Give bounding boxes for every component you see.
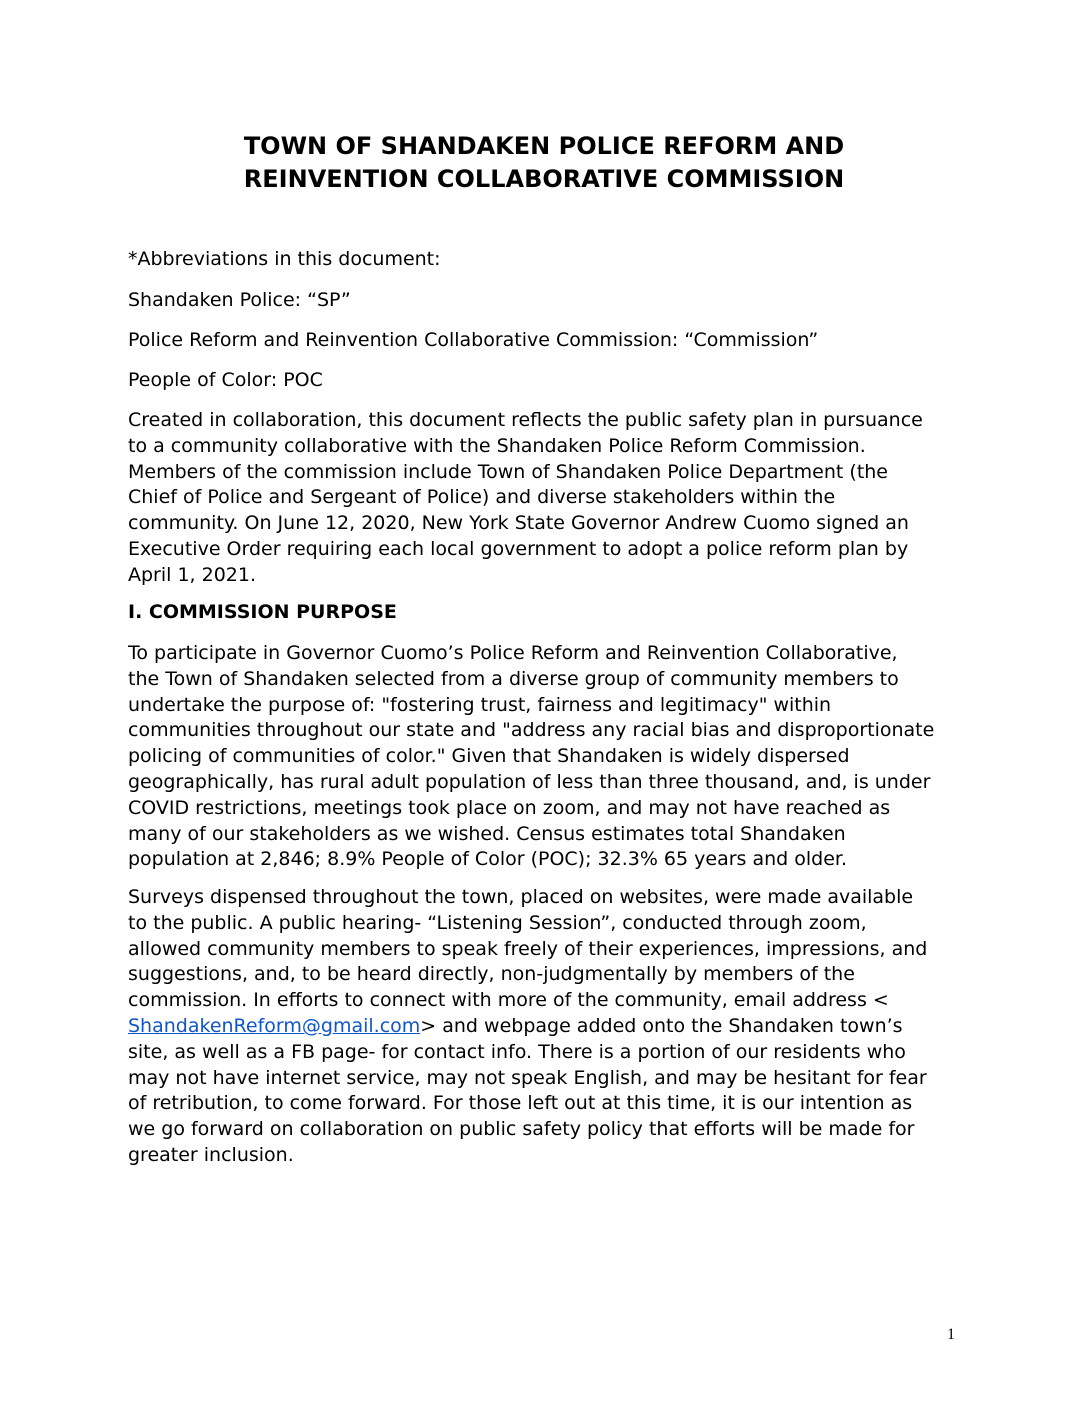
document-title-line-2: REINVENTION COLLABORATIVE COMMISSION — [243, 165, 845, 193]
purpose-paragraph-1 — [128, 641, 968, 873]
paragraph-line-with-link — [128, 1014, 968, 1040]
document-title-line-1: TOWN OF SHANDAKEN POLICE REFORM AND — [243, 132, 845, 160]
paragraph-line: commission. In efforts to connect with more of the community, email address < — [128, 989, 889, 1012]
abbreviation-commission: Police Reform and Reinvention Collaborative Commission: “Commission” — [128, 329, 819, 351]
paragraph-line: policing of communities of color." Given that Shandaken is widely dispersed — [128, 745, 850, 768]
paragraph-line: Surveys dispensed throughout the town, placed on websites, were made available — [128, 886, 914, 908]
paragraph-line: April 1, 2021. — [128, 563, 257, 586]
paragraph-line: undertake the purpose of: "fostering trust, fairness and legitimacy" within — [128, 693, 832, 716]
section-heading-commission-purpose: I. COMMISSION PURPOSE — [128, 601, 397, 623]
paragraph-line: Executive Order requiring each local government to adopt a police reform plan by — [128, 537, 909, 560]
paragraph-line: to a community collaborative with the Shandaken Police Reform Commission. — [128, 434, 866, 457]
paragraph-line: to the public. A public hearing- “Listening Session”, conducted through zoom, — [128, 911, 867, 934]
email-link[interactable]: ShandakenReform@gmail.com — [128, 1014, 421, 1037]
purpose-paragraph-2 — [128, 885, 968, 1169]
paragraph-line: the Town of Shandaken selected from a diverse group of community members to — [128, 667, 899, 690]
paragraph-line: may not have internet service, may not speak English, and may be hesitant for fear — [128, 1066, 927, 1089]
abbreviations-intro: *Abbreviations in this document: — [128, 248, 441, 270]
paragraph-line: Chief of Police and Sergeant of Police) and diverse stakeholders within the — [128, 486, 836, 509]
paragraph-line: COVID restrictions, meetings took place on zoom, and may not have reached as — [128, 796, 891, 819]
paragraph-line: Members of the commission include Town of Shandaken Police Department (the — [128, 460, 888, 483]
link-line-rest: > and webpage added onto the Shandaken town’s — [420, 1014, 903, 1037]
abbreviation-poc: People of Color: POC — [128, 369, 323, 391]
paragraph-line: To participate in Governor Cuomo’s Police Reform and Reinvention Collaborative, — [128, 642, 898, 664]
paragraph-line: many of our stakeholders as we wished. Census estimates total Shandaken — [128, 822, 846, 845]
paragraph-line: site, as well as a FB page- for contact info. There is a portion of our residents who — [128, 1040, 906, 1063]
paragraph-line: geographically, has rural adult population of less than three thousand, and, is under — [128, 770, 931, 793]
paragraph-line: Created in collaboration, this document reflects the public safety plan in pursuance — [128, 409, 923, 431]
paragraph-line: of retribution, to come forward. For those left out at this time, it is our intention as — [128, 1092, 913, 1115]
paragraph-line: we go forward on collaboration on public safety policy that efforts will be made for — [128, 1118, 915, 1141]
intro-paragraph — [128, 408, 968, 589]
abbreviation-sp: Shandaken Police: “SP” — [128, 289, 351, 311]
paragraph-line: communities throughout our state and "address any racial bias and disproportionate — [128, 719, 935, 742]
page-number: 1 — [947, 1326, 955, 1343]
paragraph-line: greater inclusion. — [128, 1143, 294, 1166]
paragraph-line: allowed community members to speak freely of their experiences, impressions, and — [128, 937, 928, 960]
paragraph-line: population at 2,846; 8.9% People of Color (POC); 32.3% 65 years and older. — [128, 848, 848, 871]
paragraph-line: community. On June 12, 2020, New York State Governor Andrew Cuomo signed an — [128, 512, 909, 535]
paragraph-line: suggestions, and, to be heard directly, non-judgmentally by members of the — [128, 963, 855, 986]
